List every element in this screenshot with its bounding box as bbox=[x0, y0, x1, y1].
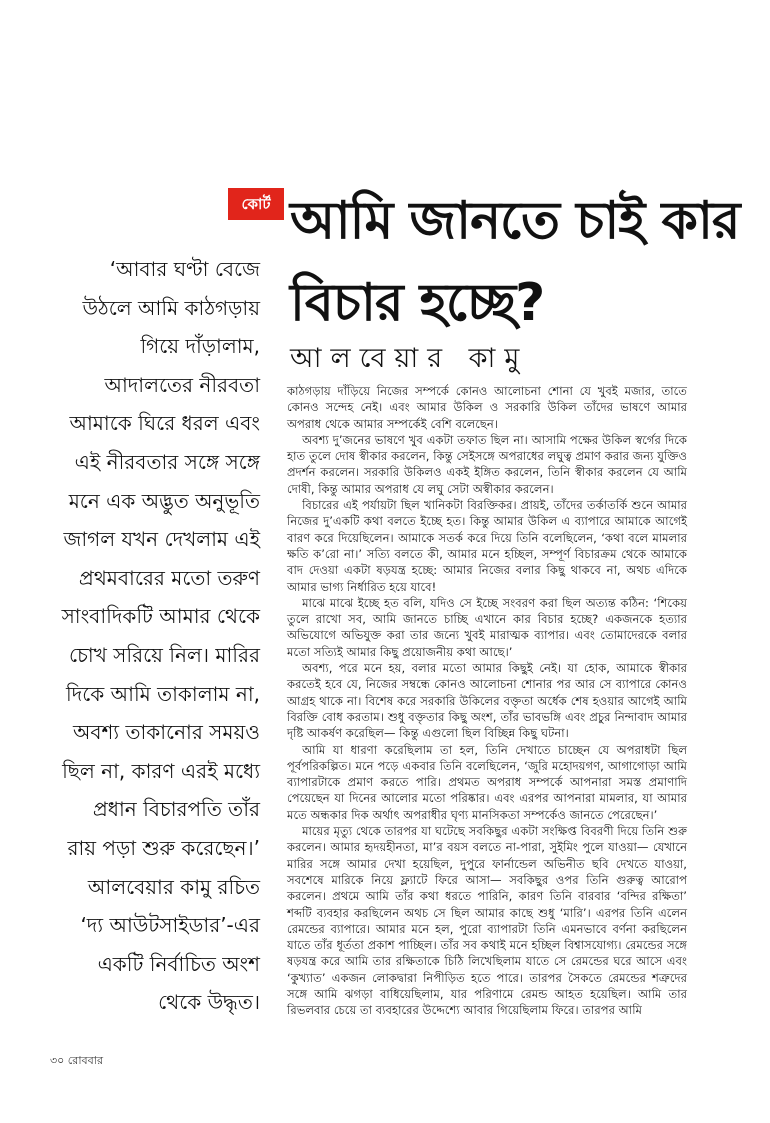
body-paragraph: অবশ্য, পরে মনে হয়, বলার মতো আমার কিছুই নেই। যা হোক, আমাকে স্বীকার করতেই হবে যে, নিজের সম্বন্ধে কোনও আলোচনা শোনার পর আর সে ব্যাপারে কোনও আগ্রহ থাকে না। বিশেষ করে সরকারি উকিলের বক্তৃতা অর্ধেক শেষ হওয়ার আগেই আমি বিরক্তি বোধ করতাম। শুধু বক্তৃতার কিছু অংশ, তাঁর ভাবভঙ্গি এবং প্রচুর নিন্দাবাদ আমার দৃষ্টি আকর্ষণ করেছিল— কিন্তু এগুলো ছিল বিচ্ছিন্ন কিছু ঘটনা। bbox=[287, 661, 687, 741]
body-paragraph: মাঝে মাঝে ইচ্ছে হত বলি, যদিও সে ইচ্ছে সংবরণ করা ছিল অত্যন্ত কঠিন: ‘শিকেয় তুলে রাখো সব, আমি জানতে চাচ্ছি এখানে কার বিচার হচ্ছে? একজনকে হত্যার অভিযোগে অভিযুক্ত করা তার জন্যে খুবই মারাত্মক ব্যাপার। এবং তোমাদেরকে বলার মতো সত্যিই আমার কিছু প্রয়োজনীয় কথা আছে।’ bbox=[287, 595, 687, 659]
pull-quote bbox=[60, 250, 260, 1022]
body-paragraph: অবশ্য দু’জনের ভাষণে খুব একটা তফাত ছিল না। আসামি পক্ষের উকিল স্বর্গের দিকে হাত তুলে দোষ স্বীকার করলেন, কিন্তু সেইসঙ্গে অপরাধের লঘুত্ব প্রমাণ করার জন্য যুক্তিও প্রদর্শন করলেন। সরকারি উকিলও একই ইঙ্গিত করলেন, তিনি স্বীকার করলেন যে আমি দোষী, কিন্তু আমার অপরাধ যে লঘু সেটা অস্বীকার করলেন। bbox=[287, 432, 687, 496]
body-paragraph: কাঠগড়ায় দাঁড়িয়ে নিজের সম্পর্কে কোনও আলোচনা শোনা যে খুবই মজার, তাতে কোনও সন্দেহ নেই। এবং আমার উকিল ও সরকারি উকিল তাঁদের ভাষণে আমার অপরাধ থেকে আমার সম্পর্কেই বেশি বলেছেন। bbox=[287, 384, 687, 431]
section-tag: কোর্ট bbox=[228, 188, 284, 220]
body-paragraph: আমি যা ধারণা করেছিলাম তা হল, তিনি দেখাতে চাচ্ছেন যে অপরাধটা ছিল পূর্বপরিকল্পিত। মনে পড়ে একবার তিনি বলেছিলেন, ‘জুরি মহোদয়গণ, আগাগোড়া আমি ব্যাপারটাকে প্রমাণ করতে পারি। প্রথমত অপরাধ সম্পর্কে আপনারা সমস্ত প্রমাণাদি পেয়েছেন যা দিনের আলোর মতো পরিষ্কার। এবং এরপর আপনারা মামলার, যা আমার মতে অন্ধকার দিক অর্থাৎ অপরাধীর ঘৃণ্য মানসিকতা সম্পর্কেও জানতে পেরেছেন।’ bbox=[287, 742, 687, 822]
body-paragraph: মায়ের মৃত্যু থেকে তারপর যা ঘটেছে সবকিছুর একটা সংক্ষিপ্ত বিবরণী দিয়ে তিনি শুরু করলেন। আমার হৃদয়হীনতা, মা’র বয়স বলতে না-পারা, সুইমিং পুলে যাওয়া— যেখানে মারির সঙ্গে আমার দেখা হয়েছিল, দুপুরে ফার্নান্ডেল অভিনীত ছবি দেখতে যাওয়া, সবশেষে মারিকে নিয়ে ফ্ল্যাটে ফিরে আসা— সবকিছুর ওপর তিনি গুরুত্ব আরোপ করলেন। প্রথমে আমি তাঁর কথা ধরতে পারিনি, কারণ তিনি বারবার ‘বন্দির রক্ষিতা’ শব্দটি ব্যবহার করছিলেন অথচ সে ছিল আমার কাছে শুধু ‘মারি’। এরপর তিনি এলেন রেমন্ডের ব্যাপারে। আমার মনে হল, পুরো ব্যাপারটা তিনি এমনভাবে বর্ণনা করছিলেন যাতে তাঁর ধূর্ততা প্রকাশ পাচ্ছিল। তাঁর সব কথাই মনে হচ্ছিল বিশ্বাসযোগ্য। রেমন্ডের সঙ্গে ষড়যন্ত্র করে আমি তার রক্ষিতাকে চিঠি লিখেছিলাম যাতে সে রেমন্ডের ঘরে আসে এবং ‘কুখ্যাত’ একজন লোকদ্বারা নিপীড়িত হতে পারে। তারপর সৈকতে রেমন্ডের শত্রুদের সঙ্গে আমি ঝগড়া বাধিয়েছিলাম, যার পরিণামে রেমন্ড আহত হয়েছিল। আমি তার রিভলবার চেয়ে তা ব্যবহারের উদ্দেশ্যে আবার গিয়েছিলাম ফিরে। তারপর আমি bbox=[287, 824, 687, 1018]
headline: আমি জানতে চাই কার বিচার হচ্ছে? bbox=[290, 191, 740, 333]
body-paragraph: বিচারের এই পর্যায়টা ছিল খানিকটা বিরক্তিকর। প্রায়ই, তাঁদের তর্কাতর্কি শুনে আমার নিজের দু’একটি কথা বলতে ইচ্ছে হত। কিন্তু আমার উকিল এ ব্যাপারে আমাকে আগেই বারণ করে দিয়েছিলেন। আমাকে সতর্ক করে দিয়ে তিনি বলেছিলেন, ‘কথা বলে মামলার ক্ষতি ক’রো না।’ সত্যি বলতে কী, আমার মনে হচ্ছিল, সম্পূর্ণ বিচারক্রম থেকে আমাকে বাদ দেওয়া একটা ষড়যন্ত্র হচ্ছে: আমার নিজের বলার কিছু থাকবে না, অথচ এদিকে আমার ভাগ্য নির্ধারিত হয়ে যাবে! bbox=[287, 498, 687, 594]
author-byline: আলবেয়ার কামু bbox=[290, 343, 529, 374]
article-body bbox=[287, 383, 687, 1019]
page-folio: ৩০ রোববার bbox=[50, 1054, 103, 1067]
pull-quote-credit: আলবেয়ার কামু রচিত ‘দ্য আউটসাইডার’-এর একটি নির্বাচিত অংশ থেকে উদ্ধৃত। bbox=[80, 874, 260, 1015]
pull-quote-text: ‘আবার ঘণ্টা বেজে উঠলে আমি কাঠগড়ায় গিয়ে দাঁড়ালাম, আদালতের নীরবতা আমাকে ঘিরে ধরল এবং এই নীরবতার সঙ্গে সঙ্গে মনে এক অদ্ভুত অনুভূতি জাগল যখন দেখলাম এই প্রথমবারের মতো তরুণ সাংবাদিকটি আমার থেকে চোখ সরিয়ে নিল। মারির দিকে আমি তাকালাম না, অবশ্য তাকানোর সময়ও ছিল না, কারণ এরই মধ্যে প্রধান বিচারপতি তাঁর রায় পড়া শুরু করেছেন।’ bbox=[61, 257, 260, 860]
